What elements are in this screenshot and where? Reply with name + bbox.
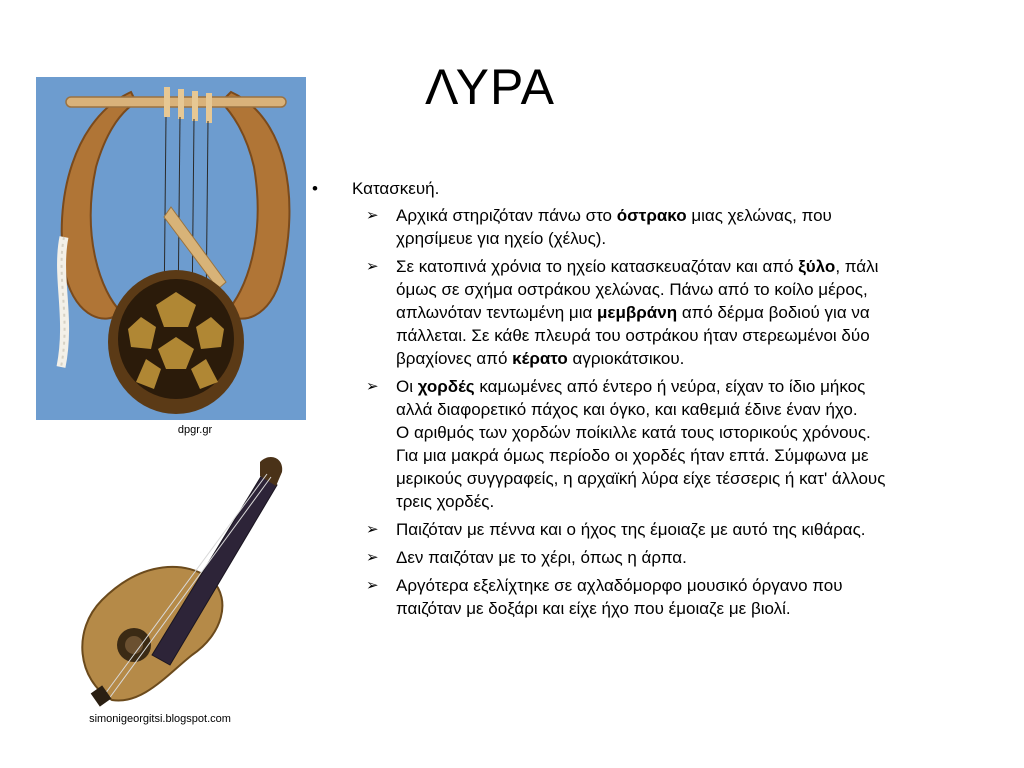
sub-point-2 [312, 255, 1014, 370]
arrow-bullet-icon: ➢ [366, 577, 379, 594]
text-line: Σε κατοπινά χρόνια το ηχείο κατασκευαζόταν και από ξύλο, πάλι [396, 257, 879, 276]
text-line: τρεις χορδές. [396, 492, 495, 511]
text-line: Αρχικά στηριζόταν πάνω στο όστρακο μιας χελώνας, που [396, 206, 832, 225]
bold-term: μεμβράνη [597, 303, 678, 322]
bullet-icon: • [312, 179, 318, 198]
lyre-photo-caption: dpgr.gr [177, 424, 213, 436]
sub-point-1 [312, 204, 1014, 250]
bold-term: χορδές [417, 377, 475, 396]
sub-point-6 [312, 574, 1014, 620]
text-line: Παιζόταν με πέννα και ο ήχος της έμοιαζε με αυτό της κιθάρας. [396, 520, 866, 539]
arrow-bullet-icon: ➢ [366, 207, 379, 224]
sub-points-list [312, 204, 1014, 620]
ancient-lyre-photo [36, 77, 306, 420]
modern-lyra-photo-caption: simonigeorgitsi.blogspot.com [89, 713, 231, 725]
arrow-bullet-icon: ➢ [366, 549, 379, 566]
text-line: Ο αριθμός των χορδών ποίκιλλε κατά τους ιστορικούς χρόνους. [396, 423, 871, 442]
slide-title: ΛΥΡΑ [424, 59, 556, 115]
text-line: απλωνόταν τεντωμένη μια μεμβράνη από δέρμα βοδιού για να [396, 303, 870, 322]
arrow-bullet-icon: ➢ [366, 378, 379, 395]
heading-text: Κατασκευή. [352, 179, 440, 198]
text-line: Αργότερα εξελίχτηκε σε αχλαδόμορφο μουσικό όργανο που [396, 576, 843, 595]
sub-point-3 [312, 375, 1014, 513]
arrow-bullet-icon: ➢ [366, 521, 379, 538]
text-line: Δεν παιζόταν με το χέρι, όπως η άρπα. [396, 548, 687, 567]
sub-point-4 [312, 518, 1014, 541]
text-line: βραχίονες από κέρατο αγριοκάτσικου. [396, 349, 685, 368]
text-line: μερικούς συγγραφείς, η αρχαϊκή λύρα είχε τέσσερις ή κατ' άλλους [396, 469, 886, 488]
bullet-heading [312, 177, 1014, 200]
arrow-bullet-icon: ➢ [366, 258, 379, 275]
bold-term: ξύλο [798, 257, 836, 276]
text-line: παιζόταν με δοξάρι και είχε ήχο που έμοιαζε με βιολί. [396, 599, 791, 618]
bold-term: όστρακο [616, 206, 687, 225]
modern-lyra-photo [72, 450, 287, 708]
text-line: χρησίμευε για ηχείο (χέλυς). [396, 229, 607, 248]
text-line: Για μια μακρά όμως περίοδο οι χορδές ήταν επτά. Σύμφωνα με [396, 446, 869, 465]
sub-point-5 [312, 546, 1014, 569]
text-line: αλλά διαφορετικό πάχος και όγκο, και καθεμιά έδινε έναν ήχο. [396, 400, 858, 419]
text-line: όμως σε σχήμα οστράκου χελώνας. Πάνω από το κοίλο μέρος, [396, 280, 868, 299]
slide-body [312, 177, 1014, 625]
text-line: πάλλεται. Σε κάθε πλευρά του οστράκου ήταν στερεωμένοι δύο [396, 326, 870, 345]
bold-term: κέρατο [512, 349, 568, 368]
text-line: Οι χορδές καμωμένες από έντερο ή νεύρα, είχαν το ίδιο μήκος [396, 377, 866, 396]
